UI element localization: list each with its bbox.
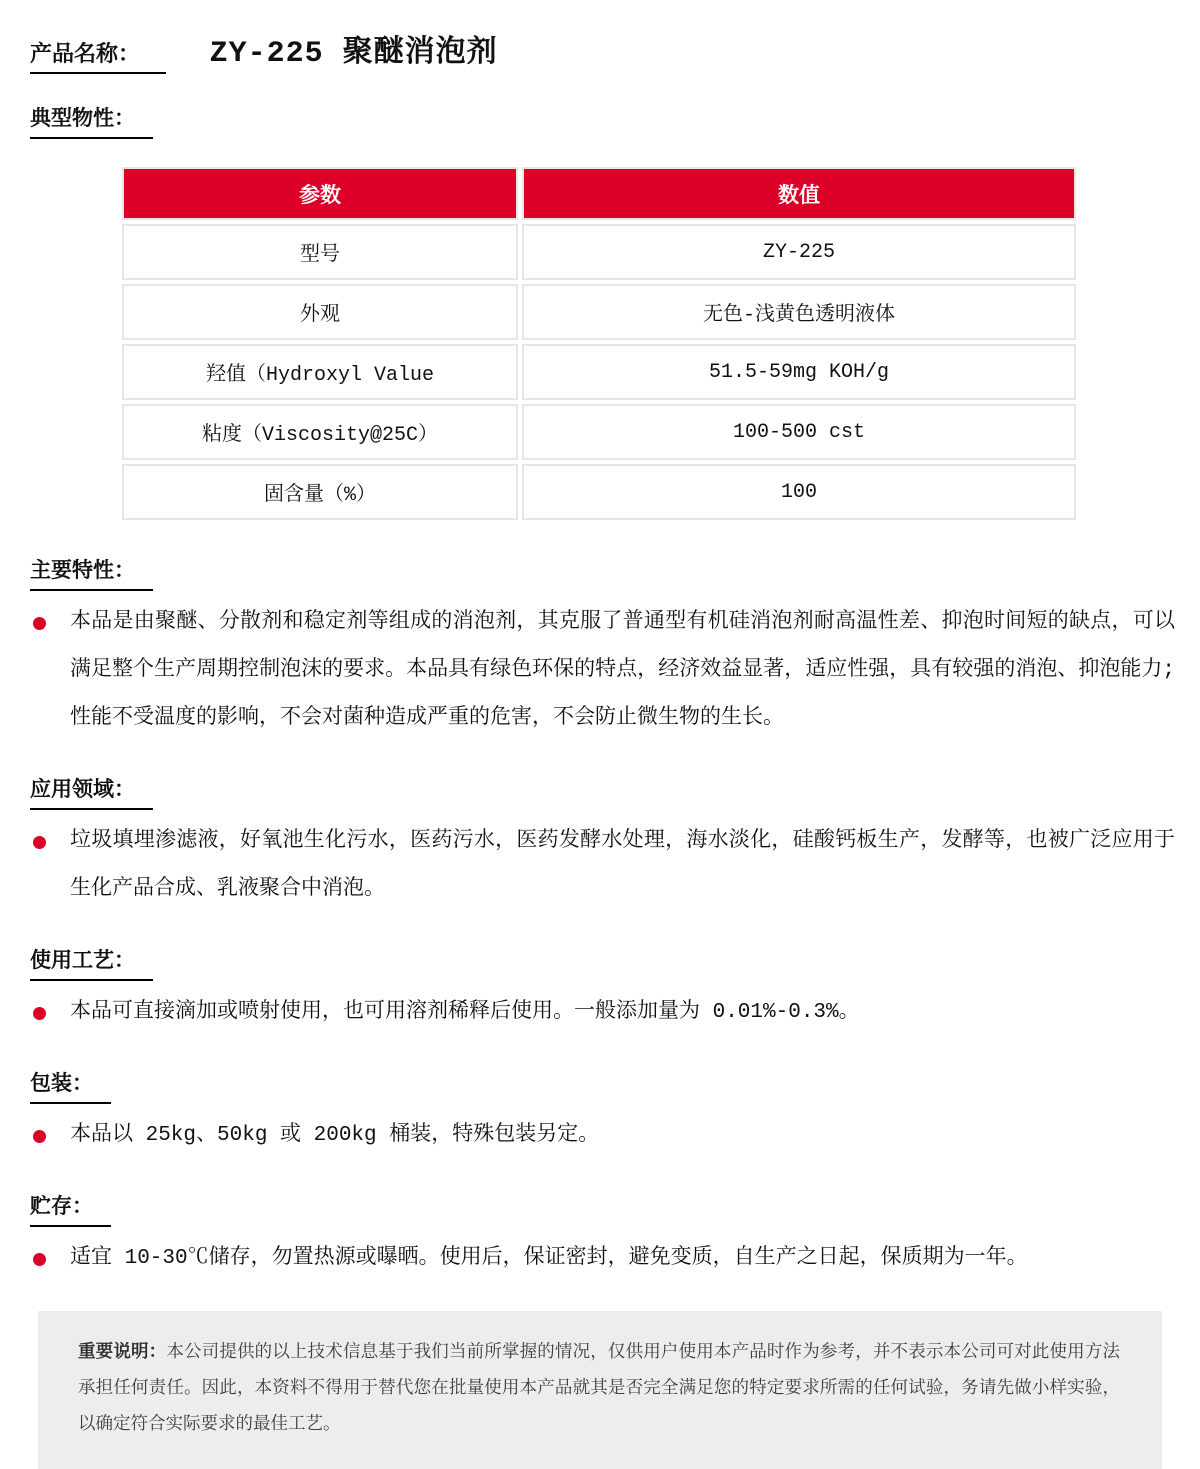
product-name-label: 产品名称： (30, 43, 166, 74)
parameter-cell: 固含量（%） (122, 464, 518, 520)
usage-bullet (33, 989, 1175, 1037)
value-cell: 无色-浅黄色透明液体 (522, 284, 1076, 340)
disclaimer-label: 重要说明： (78, 1343, 167, 1363)
section-heading-packaging: 包装： (30, 1073, 111, 1104)
section-heading-features: 主要特性： (30, 560, 153, 591)
section-heading-typical-properties: 典型物性： (30, 108, 153, 139)
disclaimer-box (38, 1311, 1162, 1469)
bullet-icon (33, 1007, 46, 1020)
disclaimer-text: 本公司提供的以上技术信息基于我们当前所掌握的情况，仅供用户使用本产品时作为参考，并不表示本公司可对此使用方法承担任何责任。因此，本资料不得用于替代您在批量使用本产品就其是否完全满足您的特定要求所需的任何试验，务请先做小样实验，以确定符合实际要求的最佳工艺。 (78, 1343, 1121, 1435)
product-title: ZY-225 聚醚消泡剂 (209, 37, 498, 71)
column-header-value: 数值 (522, 167, 1076, 220)
usage-text: 本品可直接滴加或喷射使用，也可用溶剂稀释后使用。一般添加量为 0.01%-0.3%。 (70, 1001, 860, 1024)
table-row (122, 344, 1076, 400)
parameter-cell: 外观 (122, 284, 518, 340)
feature-bullet (33, 599, 1175, 743)
packaging-bullet (33, 1112, 1175, 1160)
value-cell: 51.5-59mg KOH/g (522, 344, 1076, 400)
storage-text: 适宜 10-30℃储存，勿置热源或曝晒。使用后，保证密封，避免变质，自生产之日起，保质期为一年。 (70, 1247, 1028, 1270)
table-header-row (122, 167, 1076, 220)
value-cell: 100-500 cst (522, 404, 1076, 460)
value-cell: ZY-225 (522, 224, 1076, 280)
application-bullet (33, 818, 1175, 914)
table-row (122, 464, 1076, 520)
bullet-icon (33, 617, 46, 630)
section-heading-usage: 使用工艺： (30, 950, 153, 981)
properties-table (118, 163, 1080, 524)
section-heading-applications: 应用领域： (30, 779, 153, 810)
value-cell: 100 (522, 464, 1076, 520)
table-row (122, 224, 1076, 280)
section-heading-storage: 贮存： (30, 1196, 111, 1227)
table-row (122, 284, 1076, 340)
packaging-text: 本品以 25kg、50kg 或 200kg 桶装，特殊包装另定。 (70, 1124, 600, 1147)
parameter-cell: 粘度（Viscosity@25C） (122, 404, 518, 460)
parameter-cell: 羟值（Hydroxyl Value (122, 344, 518, 400)
bullet-icon (33, 1253, 46, 1266)
bullet-icon (33, 1130, 46, 1143)
storage-bullet (33, 1235, 1175, 1283)
feature-text: 本品是由聚醚、分散剂和稳定剂等组成的消泡剂，其克服了普通型有机硅消泡剂耐高温性差、抑泡时间短的缺点，可以满足整个生产周期控制泡沫的要求。本品具有绿色环保的特点，经济效益显著，适应性强，具有较强的消泡、抑泡能力;性能不受温度的影响，不会对菌种造成严重的危害，不会防止微生物的生长。 (70, 611, 1175, 730)
table-row (122, 404, 1076, 460)
parameter-cell: 型号 (122, 224, 518, 280)
column-header-parameter: 参数 (122, 167, 518, 220)
bullet-icon (33, 836, 46, 849)
application-text: 垃圾填埋渗滤液，好氧池生化污水，医药污水，医药发酵水处理，海水淡化，硅酸钙板生产，发酵等，也被广泛应用于生化产品合成、乳液聚合中消泡。 (70, 830, 1175, 901)
document-header (30, 26, 1175, 72)
